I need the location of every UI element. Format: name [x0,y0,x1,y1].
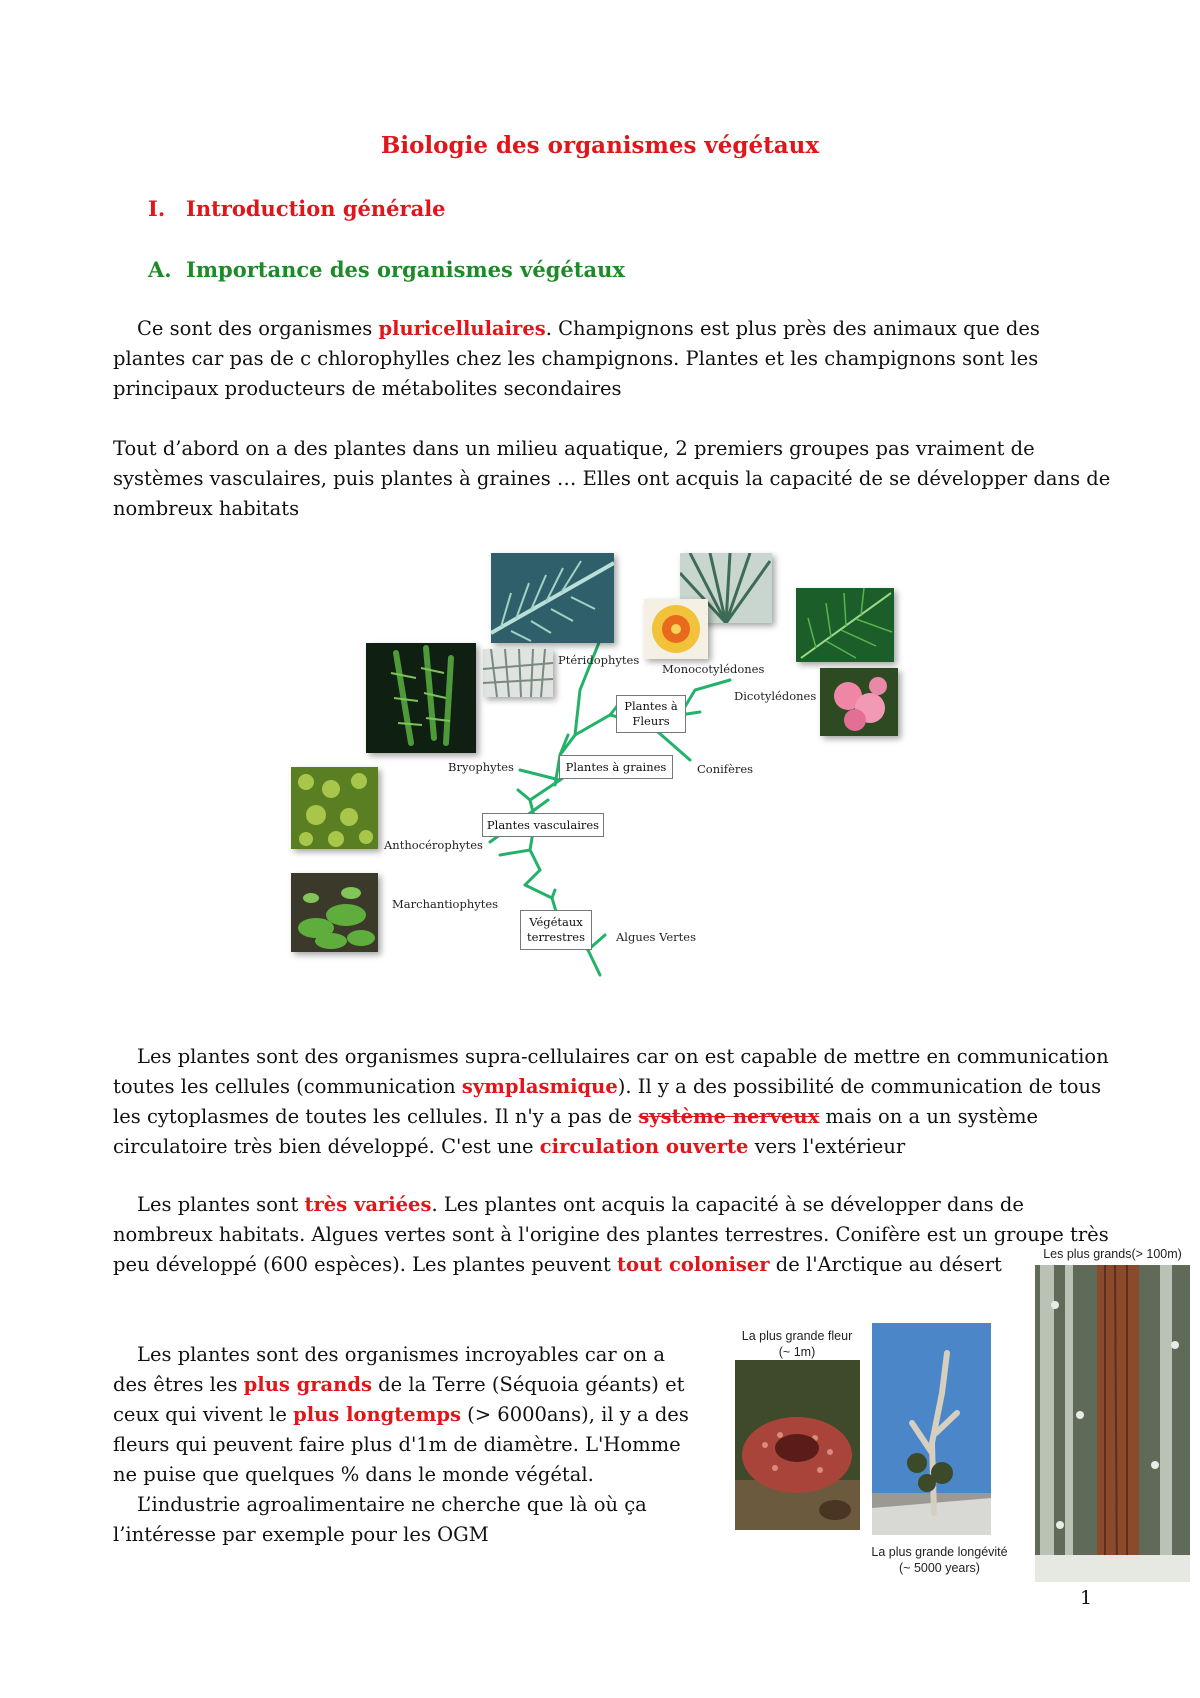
leaf-photo [796,588,894,662]
text: Les plantes sont [137,1193,305,1216]
section-number: A. [148,257,172,282]
text: Les plantes sont des organismes incroyables car on a des êtres les [113,1343,666,1396]
section-label: Introduction générale [186,196,446,221]
node-text: Plantes à [624,699,678,713]
caption-text: (~ 5000 years) [899,1561,980,1575]
liverwort-photo [291,873,378,952]
section-number: I. [148,196,166,221]
label-pteridophytes: Ptéridophytes [558,653,640,667]
paragraph-6: L’industrie agroalimentaire ne cherche que là où ça l’intéresse par exemple pour les OGM [113,1493,647,1546]
moss-photo [291,767,378,849]
section-label: Importance des organismes végétaux [186,257,625,282]
document-title: Biologie des organismes végétaux [380,132,820,159]
highlight: symplasmique [461,1075,618,1098]
paragraph-5 [113,1340,703,1490]
node-text: Végétaux [529,915,583,929]
paragraph-2: Tout d’abord on a des plantes dans un milieu aquatique, 2 premiers groupes pas vraiment de systèmes vasculaires, puis plantes à graines … Elles ont acquis la capacité de se développer dans de nombreux habitats [113,437,1111,520]
highlight: tout coloniser [617,1253,770,1276]
label-anthocerophytes: Anthocérophytes [384,838,483,852]
text: ). Il y a des possibilité de communication de tous les cytoplasmes de toutes les cellules. Il n'y a pas de [113,1075,1102,1128]
node-plantes-fleurs [616,695,686,733]
text: . Champignons est plus près des animaux que des plantes car pas de c chlorophylles chez les champignons. Plantes et les champignons sont les principaux producteurs de métabolites secondaires [113,317,1040,400]
text: de la Terre (Séquoia géants) et ceux qui vivent le [113,1373,685,1426]
paragraph-3 [113,1042,1113,1162]
node-plantes-vasculaires: Plantes vasculaires [482,813,604,837]
text: (> 6000ans), il y a des fleurs qui peuvent faire plus d'1m de diamètre. L'Homme ne puise que quelques % dans le monde végétal. [113,1403,689,1486]
caption-tallest: Les plus grands(> 100m) [1043,1247,1182,1261]
pink-flower-photo [820,668,898,736]
page-number: 1 [1080,1587,1093,1609]
highlight: plus longtemps [293,1403,461,1426]
label-monocots: Monocotylédones [662,662,765,676]
fern-photo [491,553,614,643]
lycopod-photo [366,643,476,753]
node-plantes-graines: Plantes à graines [559,755,673,779]
caption-longevity [862,1544,1017,1576]
paragraph-4 [113,1190,1113,1280]
highlight: très variées [304,1193,432,1216]
bristlecone-photo [872,1323,991,1535]
text: de l'Arctique au désert [769,1253,1002,1276]
strikethrough-text: système nerveux [638,1105,820,1128]
daffodil-photo [644,599,708,659]
node-vegetaux-terrestres [520,910,592,950]
text: . Les plantes ont acquis la capacité à se développer dans de nombreux habitats. Algues vertes sont à l'origine des plantes terrestres. Conifère est un groupe très peu développé (600 espèces). Les plantes peuvent [113,1193,1109,1276]
label-bryophytes: Bryophytes [448,760,514,774]
label-marchantiophytes: Marchantiophytes [392,897,499,911]
node-text: Fleurs [632,714,670,728]
text: vers l'extérieur [748,1135,906,1158]
sequoia-photo [1035,1265,1190,1582]
label-algues-vertes: Algues Vertes [616,930,696,944]
highlight: circulation ouverte [539,1135,749,1158]
text: mais on a un système circulatoire très bien développé. C'est une [113,1105,1039,1158]
label-coniferes: Conifères [697,762,754,776]
horsetail-photo [483,649,553,697]
rafflesia-photo [735,1360,860,1530]
caption-text: La plus grande fleur [741,1329,853,1343]
text: Ce sont des organismes [137,317,379,340]
highlight: plus grands [243,1373,372,1396]
highlight: pluricellulaires [378,317,546,340]
caption-text: La plus grande longévité [871,1545,1008,1559]
text: Les plantes sont des organismes supra-cellulaires car on est capable de mettre en communication toutes les cellules (communication [113,1045,1109,1098]
caption-text: (~ 1m) [778,1345,816,1359]
caption-flower [722,1328,872,1360]
node-text: terrestres [527,930,585,944]
label-dicots: Dicotylédones [734,689,817,703]
